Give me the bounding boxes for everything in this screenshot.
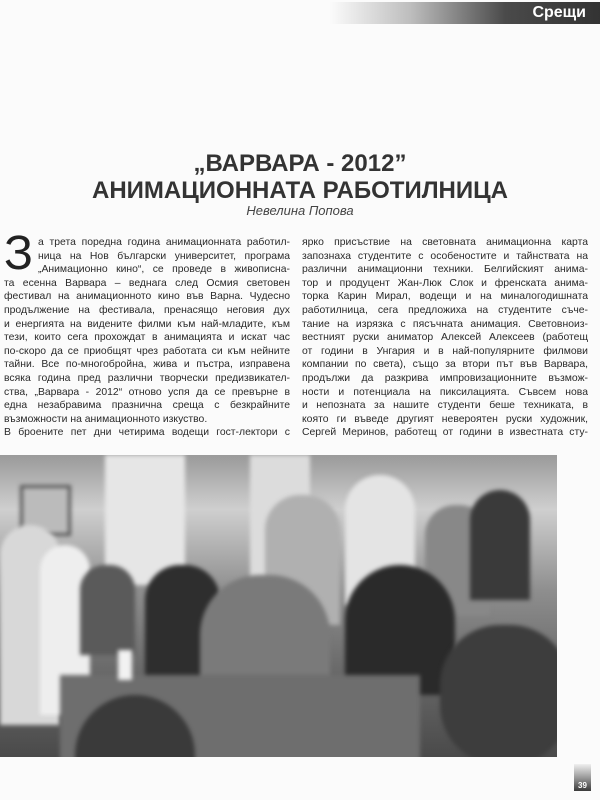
text-line: ства, „Варвара - 2012“ отново успя да се превърне в xyxy=(4,386,290,398)
text-line: от години в Унгария и в най-популярните филмови xyxy=(302,345,588,357)
text-line: продължение на фестивала, пренасящо неговия дух xyxy=(4,304,290,316)
text-line: тор и продуцент Жан-Люк Слок и френската анима- xyxy=(302,277,588,289)
text-line: различни анимационни техники. Белгийският анима- xyxy=(302,264,588,276)
text-line: запознаха студентите с особеностите и тайнствата на xyxy=(302,250,588,262)
drop-cap: З xyxy=(4,227,33,280)
text-line: ница на Нов български университет, програма xyxy=(38,250,290,262)
article-title-line2: АНИМАЦИОННАТА РАБОТИЛНИЦА xyxy=(92,177,508,204)
text-line: една незабравима празнична среща с безкрайните xyxy=(4,400,290,412)
text-line: ярко присъствие на световната анимационна карта xyxy=(302,237,588,248)
article-author: Невелина Попова xyxy=(246,203,354,218)
text-line: ности и потенциала на пиксилацията. Съвсем нова xyxy=(302,386,588,398)
text-line: по-скоро да се приобщят чрез работата си към нейните xyxy=(4,345,290,357)
text-line: торка Карин Мирал, водещи и на миналогодишната xyxy=(302,291,588,303)
text-line: продължи да разкрива импровизационните възмож- xyxy=(302,372,588,384)
article-photo-workshop-group xyxy=(0,455,557,757)
text-line: Сергей Меринов, работещ от години в известната сту- xyxy=(302,427,588,439)
text-line: и непозната за нашите студенти беше техниката, в xyxy=(302,400,588,412)
text-line: та есенна Варвара – веднага след Осмия световен xyxy=(4,277,290,289)
text-line: работилница, сега предложиха на студентите съче- xyxy=(302,304,588,316)
text-line: всяка година пред различни творчески предизвикател- xyxy=(4,372,290,384)
section-label: Срещи xyxy=(532,4,586,21)
page-number-box xyxy=(574,764,591,791)
text-line: тези, които сега прохождат в анимацията и искат час xyxy=(4,332,290,344)
text-line: а трета поредна година анимационната работил- xyxy=(38,237,290,248)
text-line: вестният руски аниматор Алексей Алексеев (работещ xyxy=(302,332,588,344)
text-line: „Анимационно кино“, се проведе в живописна- xyxy=(38,264,290,276)
text-line: възможности на анимационното изкуство. xyxy=(4,413,208,425)
text-line: и енергията на видените филми към най-младите, към xyxy=(4,318,290,330)
article-title-line1: „ВАРВАРА - 2012” xyxy=(193,150,407,177)
text-line: тание на изрязка с пясъчната анимация. Световноиз- xyxy=(302,318,588,330)
text-line: В броените пет дни четирима водещи гост-лектори с xyxy=(4,427,290,439)
text-line: фестивал на анимационното кино във Варна. Чудесно xyxy=(4,291,290,303)
text-line: компании по света), също за втори път във Варвара, xyxy=(302,359,588,371)
text-line: тайни. Все по-многобройна, жива и пъстра, изправена xyxy=(4,359,290,371)
article-column-right xyxy=(302,236,588,440)
section-header-bar xyxy=(330,2,600,24)
text-line: която ги въведе другият невероятен руски художник, xyxy=(302,413,588,425)
page-number: 39 xyxy=(578,781,587,790)
article-column-left xyxy=(4,227,290,440)
